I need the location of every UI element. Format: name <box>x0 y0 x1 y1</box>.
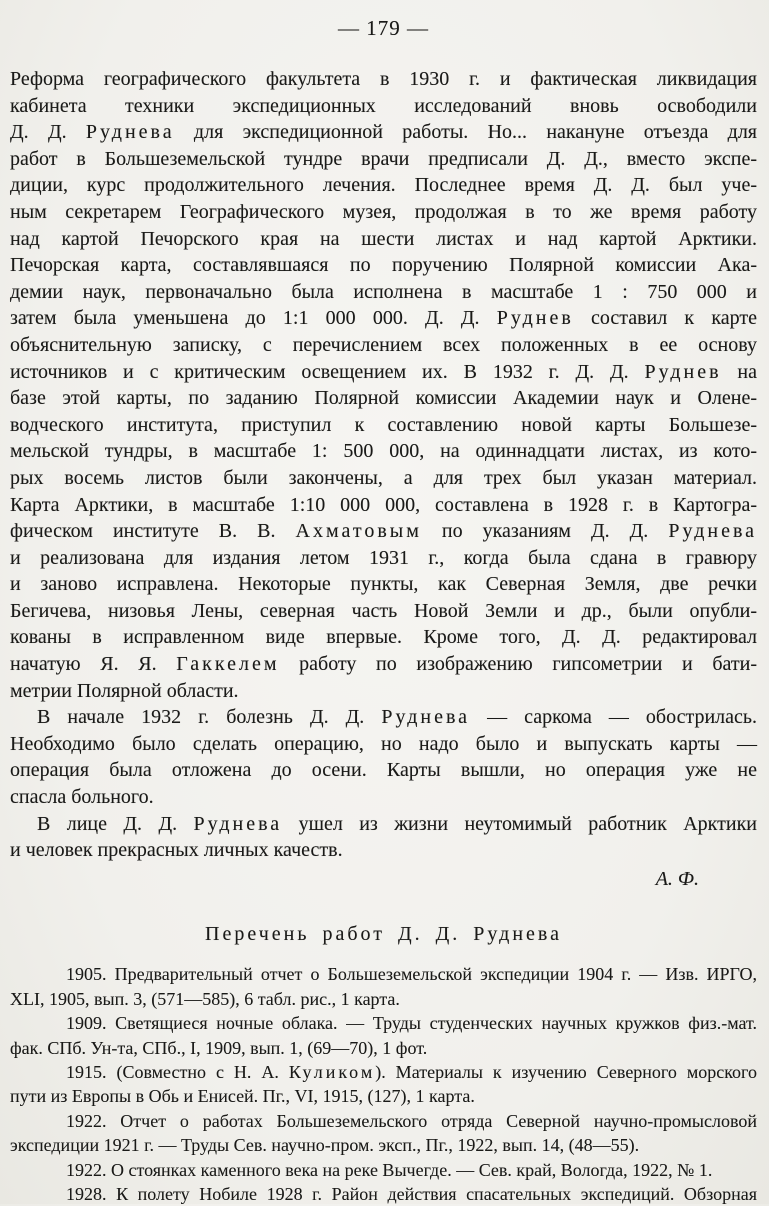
text-line: и человек прекрасных личных качеств. <box>10 839 343 862</box>
text-line: начатую Я. Я. Гаккелем работу по изображению гипсометрии и бати- <box>10 653 757 676</box>
bibliography-entry-line: XLI, 1905, вып. 3, (571—585), 6 табл. рис., 1 карта. <box>10 988 400 1009</box>
text-line: мельской тундры, в масштабе 1: 500 000, на одиннадцати листах, из кото- <box>10 440 757 463</box>
bibliography-entry-line: 1915. (Совместно с Н. А. Куликом). Материалы к изучению Северного морского <box>66 1062 757 1083</box>
bibliography-entry-line: экспедиции 1921 г. — Труды Сев. научно-пром. эксп., Пг., 1922, вып. 14, (48—55). <box>10 1135 640 1156</box>
page-number: — 179 — <box>338 16 429 40</box>
bibliography-entry-line: 1922. Отчет о работах Большеземельского отряда Северной научно-промысловой <box>66 1110 757 1131</box>
text-line: базе этой карты, по заданию Полярной комиссии Академии наук и Олене- <box>10 387 757 410</box>
bibliography-entry-line: 1909. Светящиеся ночные облака. — Труды студенческих научных кружков физ.-мат. <box>66 1013 757 1034</box>
text-line: работ в Большеземельской тундре врачи предписали Д. Д., вместо экспе- <box>10 147 757 170</box>
text-line: над картой Печорского края на шести листах и над картой Арктики. <box>10 227 757 250</box>
bibliography-entry-line: 1928. К полету Нобиле 1928 г. Район действия спасательных экспедиций. Обзорная <box>66 1184 757 1205</box>
bibliography-entry <box>10 1109 757 1158</box>
text-line: и реализована для издания летом 1931 г., когда была сдана в гравюру <box>10 546 757 569</box>
bibliography-list <box>10 962 757 1206</box>
bibliography-entry <box>10 1060 757 1109</box>
text-line: В начале 1932 г. болезнь Д. Д. Руднева — саркома — обострилась. <box>37 706 757 729</box>
text-line: метрии Полярной области. <box>10 679 239 702</box>
text-line: источников и с критическим освещением их. В 1932 г. Д. Д. Руднев на <box>10 360 757 383</box>
bibliography-entry-line: 1905. Предварительный отчет о Большеземельской экспедиции 1904 г. — Изв. ИРГО, <box>66 964 757 985</box>
text-line: Необходимо было сделать операцию, но надо было и выпускать карты — <box>10 732 757 755</box>
text-line: Печорская карта, составлявшаяся по поручению Полярной комиссии Ака- <box>10 254 757 277</box>
text-line: объяснительную записку, с перечислением всех положенных в ее основу <box>10 333 757 356</box>
text-line: Бегичева, низовья Лены, северная часть Новой Земли и др., были опубли- <box>10 599 757 622</box>
bibliography-entry-line: 1922. О стоянках каменного века на реке Вычегде. — Сев. край, Вологда, 1922, № 1. <box>66 1159 713 1180</box>
text-line: и заново исправлена. Некоторые пункты, как Северная Земля, две речки <box>10 573 757 596</box>
text-line: ным секретарем Географического музея, продолжая в то же время работу <box>10 200 757 223</box>
bibliography-entry <box>10 1011 757 1060</box>
scanned-book-page <box>0 16 769 1206</box>
article-body <box>10 66 757 892</box>
author-initials: А. Ф. <box>655 867 699 890</box>
paragraph <box>10 811 757 864</box>
works-list-heading: Перечень работ Д. Д. Руднева <box>205 922 562 945</box>
text-line: спасла больного. <box>10 786 154 809</box>
bibliography-entry-line: фак. СПб. Ун-та, СПб., I, 1909, вып. 1, (69—70), 1 фот. <box>10 1037 428 1058</box>
text-line: рых восемь листов были закончены, а для трех был указан материал. <box>10 466 757 489</box>
bibliography-entry-line: пути из Европы в Обь и Енисей. Пг., VI, 1915, (127), 1 карта. <box>10 1086 475 1107</box>
bibliography-entry <box>10 962 757 1011</box>
text-line: Д. Д. Руднева для экспедиционной работы. Но... накануне отъезда для <box>10 121 757 144</box>
text-line: водческого института, приступил к составлению новой карты Большезе- <box>10 413 757 436</box>
text-line: В лице Д. Д. Руднева ушел из жизни неутомимый работник Арктики <box>37 812 757 835</box>
text-line: Реформа географического факультета в 1930 г. и фактическая ликвидация <box>10 68 757 90</box>
paragraph <box>10 704 757 810</box>
text-line: операция была отложена до осени. Карты вышли, но операция уже не <box>10 759 757 782</box>
text-line: фическом институте В. В. Ахматовым по указаниям Д. Д. Руднева <box>10 520 758 543</box>
bibliography-entry <box>10 1158 757 1182</box>
text-line: диции, курс продолжительного лечения. Последнее время Д. Д. был уче- <box>10 174 757 197</box>
paragraph <box>10 66 757 704</box>
text-line: затем была уменьшена до 1:1 000 000. Д. Д. Руднев составил к карте <box>10 307 757 330</box>
bibliography-entry <box>10 1182 757 1206</box>
text-line: кабинета техники экспедиционных исследований вновь освободили <box>10 94 757 117</box>
text-line: кованы в исправленном виде впервые. Кроме того, Д. Д. редактировал <box>10 626 757 649</box>
text-line: Карта Арктики, в масштабе 1:10 000 000, составлена в 1928 г. в Картогра- <box>10 493 757 516</box>
text-line: демии наук, первоначально была исполнена в масштабе 1 : 750 000 и <box>10 280 757 303</box>
